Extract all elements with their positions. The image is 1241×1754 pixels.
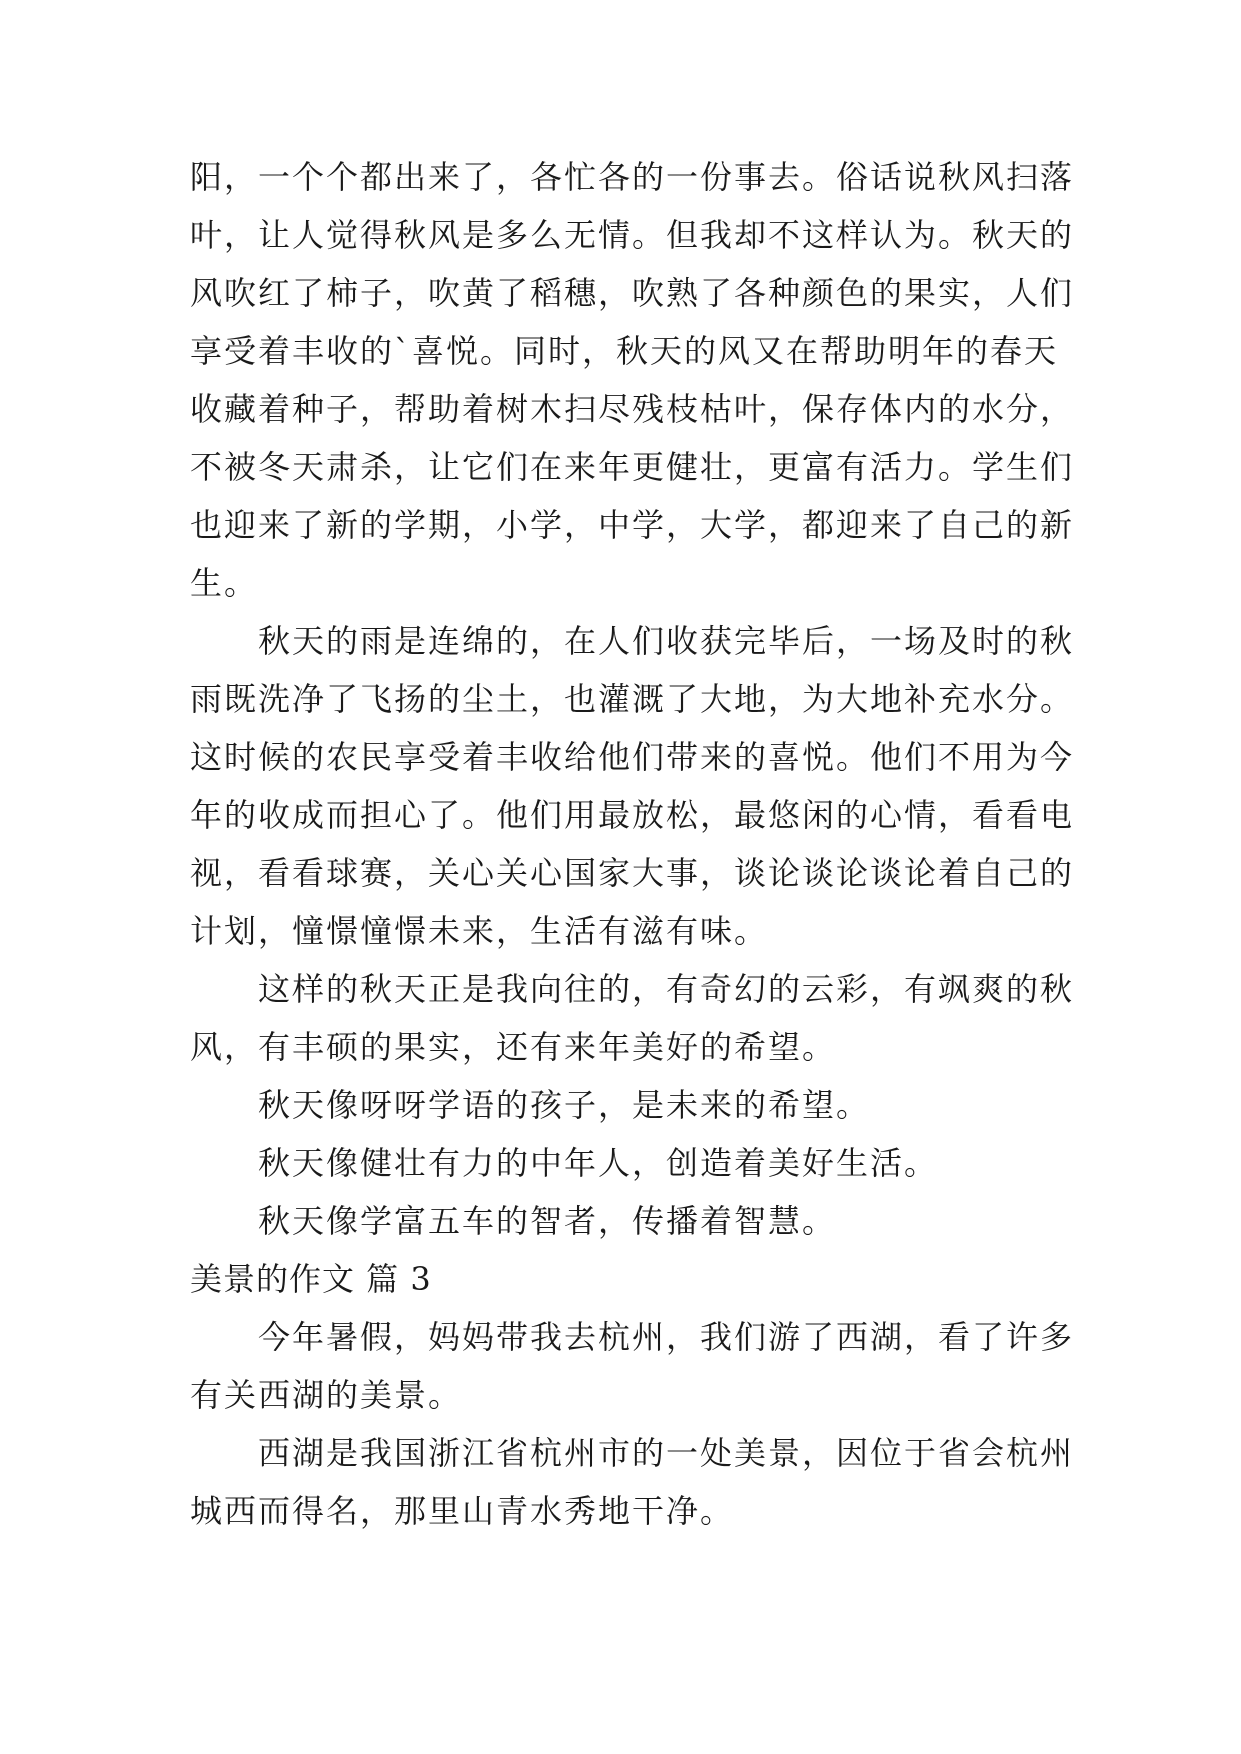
text-line: 有关西湖的美景。 [190,1376,463,1414]
paragraph-start-line: 今年暑假，妈妈带我去杭州，我们游了西湖，看了许多 [258,1318,1075,1356]
paragraph-start-line: 秋天像学富五车的智者，传播着智慧。 [258,1202,837,1240]
text-line: 视，看看球赛，关心关心国家大事，谈论谈论谈论着自己的 [190,854,1075,892]
text-line: 风吹红了柿子，吹黄了稻穗，吹熟了各种颜色的果实，人们 [190,274,1075,312]
paragraph-start-line: 秋天的雨是连绵的，在人们收获完毕后，一场及时的秋 [258,622,1075,660]
paragraph-start-line: 西湖是我国浙江省杭州市的一处美景，因位于省会杭州 [258,1434,1075,1472]
text-line: 风，有丰硕的果实，还有来年美好的希望。 [190,1028,837,1066]
text-line: 享受着丰收的`喜悦。同时，秋天的风又在帮助明年的春天 [190,332,1059,370]
paragraph-start-line: 这样的秋天正是我向往的，有奇幻的云彩，有飒爽的秋 [258,970,1075,1008]
text-line: 计划，憧憬憧憬未来，生活有滋有味。 [190,912,769,950]
text-line: 生。 [190,564,259,602]
text-line: 雨既洗净了飞扬的尘土，也灌溉了大地，为大地补充水分。 [190,680,1075,718]
paragraph-start-line: 秋天像健壮有力的中年人，创造着美好生活。 [258,1144,939,1182]
essay-body [190,148,1075,1540]
text-line: 叶，让人觉得秋风是多么无情。但我却不这样认为。秋天的 [190,216,1075,254]
text-line: 这时候的农民享受着丰收给他们带来的喜悦。他们不用为今 [190,738,1075,776]
text-line: 年的收成而担心了。他们用最放松，最悠闲的心情，看看电 [190,796,1075,834]
text-line: 阳，一个个都出来了，各忙各的一份事去。俗话说秋风扫落 [190,158,1075,196]
section-heading: 美景的作文 篇 3 [190,1260,432,1298]
text-line: 不被冬天肃杀，让它们在来年更健壮，更富有活力。学生们 [190,448,1075,486]
text-line: 城西而得名，那里山青水秀地干净。 [190,1492,735,1530]
paragraph-start-line: 秋天像呀呀学语的孩子，是未来的希望。 [258,1086,871,1124]
text-line: 也迎来了新的学期，小学，中学，大学，都迎来了自己的新 [190,506,1075,544]
text-line: 收藏着种子，帮助着树木扫尽残枝枯叶，保存体内的水分， [190,390,1075,428]
